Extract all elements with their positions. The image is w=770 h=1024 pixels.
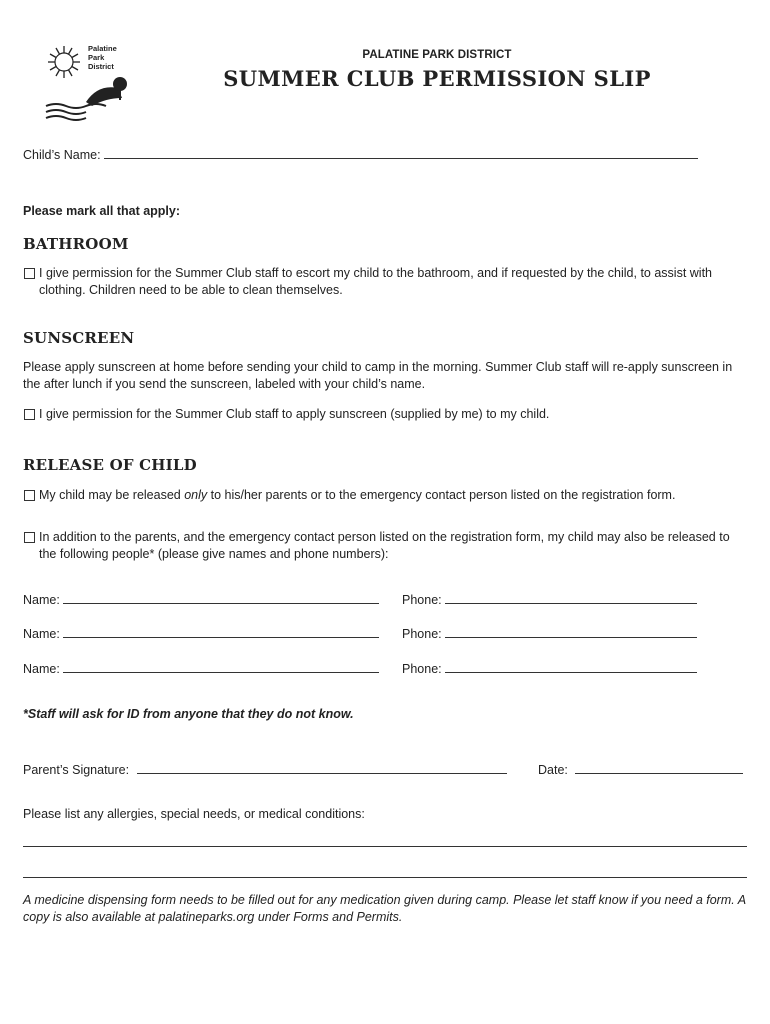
medicine-form-note: A medicine dispensing form needs to be filled out for any medication given during camp. Please let staff know if you need a form. A copy is also available at palatineparks.org under Forms and Permits. [23,893,746,924]
release-heading: RELEASE OF CHILD [23,456,197,474]
childs-name-field[interactable] [104,146,698,159]
staff-id-note: *Staff will ask for ID from anyone that they do not know. [23,707,354,721]
signature-row [23,761,507,779]
bathroom-option [23,265,738,299]
sunscreen-text: Please apply sunscreen at home before sending your child to camp in the morning. Summer Club staff will re-apply sunscreen in the after lunch if you send the sunscreen, labeled with your child’s name. [23,360,733,391]
contact-phone-row: Phone: [402,660,697,678]
logo-text: Palatine Park District [88,44,117,71]
allergies-label: Please list any allergies, special needs, or medical conditions: [23,807,365,821]
signature-label: Parent’s Signature: [23,763,130,777]
date-label: Date: [538,763,568,777]
contact-name-field[interactable] [63,591,379,604]
contact-name-row: Name: [23,591,379,609]
date-field[interactable] [575,761,743,774]
sunscreen-checkbox[interactable] [24,409,35,420]
contact-name-row: Name: [23,625,379,643]
release-option-2-text: In addition to the parents, and the emergency contact person listed on the registration form, my child may also be released to the following people* (please give names and phone numbers): [39,530,730,561]
contact-name-row: Name: [23,660,379,678]
allergies-line-1[interactable] [23,846,747,847]
signature-field[interactable] [137,761,507,774]
mark-all-instruction: Please mark all that apply: [23,204,181,218]
sunscreen-option-text: I give permission for the Summer Club staff to apply sunscreen (supplied by me) to my child. [39,407,550,421]
sunscreen-heading: SUNSCREEN [23,329,135,347]
contact-phone-field[interactable] [445,625,697,638]
bathroom-heading: BATHROOM [23,235,129,253]
date-row [538,761,743,779]
childs-name-label: Child’s Name: [23,148,101,162]
bathroom-checkbox[interactable] [24,268,35,279]
contact-name-field[interactable] [63,625,379,638]
page-title: SUMMER CLUB PERMISSION SLIP [223,66,651,91]
childs-name-row [23,146,698,164]
allergies-line-2[interactable] [23,877,747,878]
release-option-2 [23,529,738,563]
release-option-1: My child may be released only to his/her parents or to the emergency contact person listed on the registration form. [23,487,738,504]
bathroom-option-text: I give permission for the Summer Club staff to escort my child to the bathroom, and if requested by the child, to assist with clothing. Children need to be able to clean themselves. [39,266,712,297]
contact-phone-field[interactable] [445,591,697,604]
release-option-2-checkbox[interactable] [24,532,35,543]
org-name: PALATINE PARK DISTRICT [362,49,512,61]
contact-phone-field[interactable] [445,660,697,673]
sunscreen-option [23,406,738,423]
release-option-1-checkbox[interactable] [24,490,35,501]
contact-phone-row: Phone: [402,591,697,609]
contact-phone-row: Phone: [402,625,697,643]
contact-name-field[interactable] [63,660,379,673]
